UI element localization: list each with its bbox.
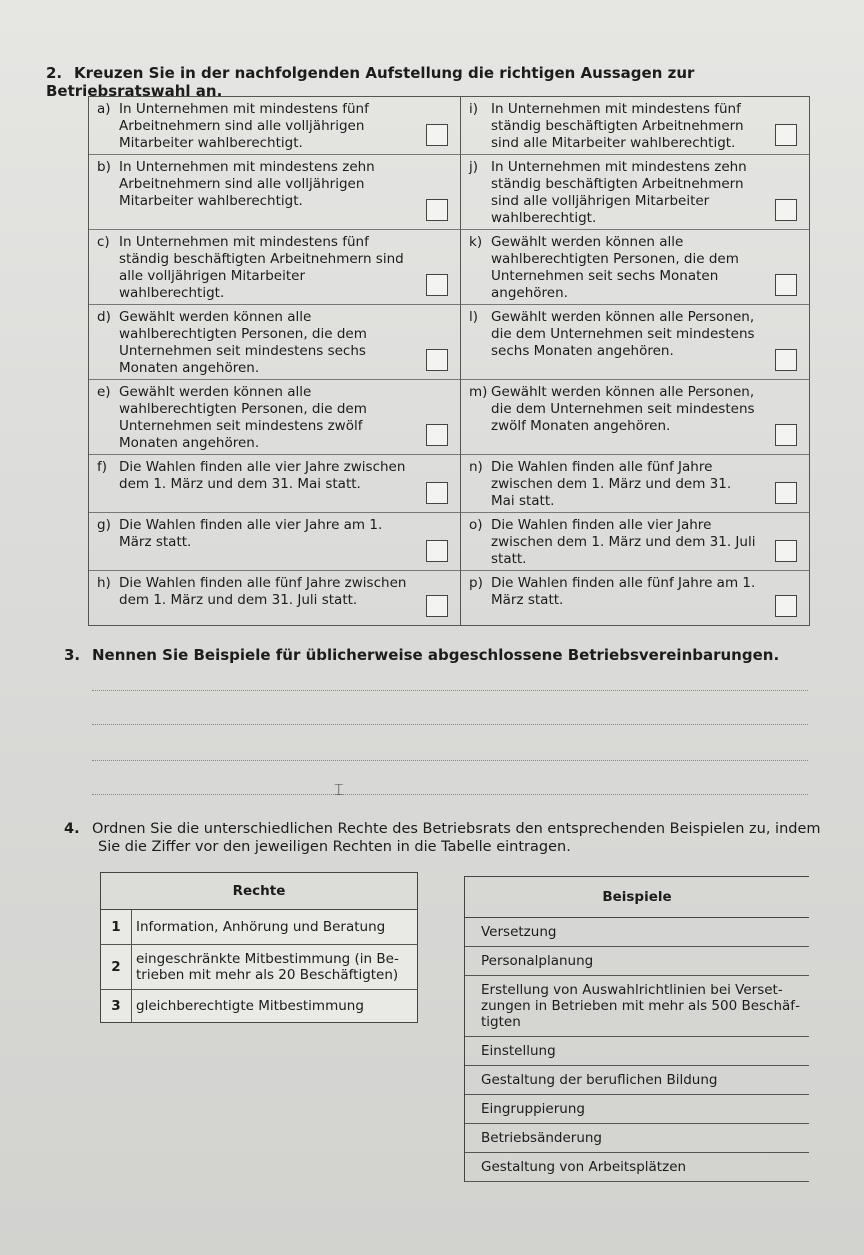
question-4-text: Ordnen Sie die unterschiedlichen Rechte des Betriebsrats den entsprechenden Beispielen zu, indem: [92, 821, 821, 837]
example-row[interactable]: [465, 976, 809, 1037]
example-text: Gestaltung von Arbeitsplätzen: [481, 1159, 687, 1175]
beispiele-header: Beispiele: [465, 876, 809, 918]
example-text: Eingruppierung: [481, 1101, 585, 1117]
right-number: 3: [101, 990, 132, 1023]
example-text: Personalplanung: [481, 953, 594, 969]
statement-h: [89, 571, 461, 625]
table-row: [101, 945, 418, 990]
statement-label: b): [97, 159, 111, 175]
statement-text: In Unternehmen mit mindestens zehn ständig beschäftigten Arbeitnehmern sind alle volljährigen Mitarbeiter wahlberechtigt.: [491, 159, 747, 226]
question-4-text-line2: Sie die Ziffer vor den jeweiligen Rechten in die Tabelle eintragen.: [98, 839, 571, 855]
statement-k: [461, 230, 809, 305]
statement-text: Die Wahlen finden alle vier Jahre am 1. März statt.: [119, 517, 383, 550]
statement-label: i): [469, 101, 479, 117]
answer-line-2[interactable]: [92, 724, 808, 725]
statement-d: [89, 305, 461, 380]
statement-i: [461, 97, 809, 155]
checkbox-i[interactable]: [775, 124, 797, 146]
checkbox-l[interactable]: [775, 349, 797, 371]
statement-text: In Unternehmen mit mindestens zehn Arbeitnehmern sind alle volljährigen Mitarbeiter wahlberechtigt.: [119, 159, 375, 209]
checkbox-d[interactable]: [426, 349, 448, 371]
statement-text: Gewählt werden können alle wahlberechtigten Personen, die dem Unternehmen seit mindestens zwölf Monaten angehören.: [119, 384, 367, 451]
statement-j: [461, 155, 809, 230]
statement-b: [89, 155, 461, 230]
text-cursor-icon: ⌶: [334, 780, 344, 799]
statement-label: p): [469, 575, 483, 591]
statement-label: h): [97, 575, 111, 591]
statement-n: [461, 455, 809, 513]
checkbox-k[interactable]: [775, 274, 797, 296]
example-row[interactable]: [465, 1124, 809, 1153]
statement-p: [461, 571, 809, 625]
example-row[interactable]: [465, 947, 809, 976]
statement-g: [89, 513, 461, 571]
table-row: [101, 990, 418, 1023]
example-row[interactable]: [465, 918, 809, 947]
right-number: 1: [101, 910, 132, 945]
example-text: Versetzung: [481, 924, 557, 940]
statement-text: Die Wahlen finden alle fünf Jahre zwischen dem 1. März und dem 31. Mai statt.: [491, 459, 732, 509]
beispiele-table: [464, 876, 809, 1182]
question-3-text: Nennen Sie Beispiele für üblicherweise abgeschlossene Betriebsvereinbarungen.: [92, 646, 780, 664]
statement-text: In Unternehmen mit mindestens fünf ständig beschäftigten Arbeitnehmern sind alle volljährigen Mitarbeiter wahlberechtigt.: [119, 234, 404, 301]
right-text: gleichberechtigte Mitbestimmung: [132, 990, 418, 1023]
statement-text: Gewählt werden können alle Personen, die dem Unternehmen seit mindestens zwölf Monaten angehören.: [491, 384, 755, 434]
statement-text: Die Wahlen finden alle fünf Jahre am 1. März statt.: [491, 575, 756, 608]
checkbox-p[interactable]: [775, 595, 797, 617]
example-row[interactable]: [465, 1066, 809, 1095]
statement-label: l): [469, 309, 479, 325]
checkbox-g[interactable]: [426, 540, 448, 562]
question-4-number: 4.: [64, 821, 80, 837]
question-3-number: 3.: [64, 646, 81, 664]
table-row: [101, 910, 418, 945]
statement-text: Die Wahlen finden alle fünf Jahre zwischen dem 1. März und dem 31. Juli statt.: [119, 575, 407, 608]
statement-m: [461, 380, 809, 455]
statement-text: Die Wahlen finden alle vier Jahre zwischen dem 1. März und dem 31. Juli statt.: [491, 517, 756, 567]
question-2-title: [46, 64, 836, 100]
answer-line-4[interactable]: [92, 794, 808, 795]
question-3-title: [64, 646, 824, 664]
example-text: Einstellung: [481, 1043, 556, 1059]
statement-label: k): [469, 234, 483, 250]
right-text: Information, Anhörung und Beratung: [132, 910, 418, 945]
checkbox-f[interactable]: [426, 482, 448, 504]
example-row[interactable]: [465, 1153, 809, 1182]
statement-label: f): [97, 459, 108, 475]
statement-label: m): [469, 384, 488, 400]
checkbox-j[interactable]: [775, 199, 797, 221]
statement-text: Gewählt werden können alle wahlberechtigten Personen, die dem Unternehmen seit sechs Monaten angehören.: [491, 234, 739, 301]
statement-l: [461, 305, 809, 380]
question-2-table: [88, 96, 810, 626]
statement-text: Gewählt werden können alle wahlberechtigten Personen, die dem Unternehmen seit mindestens sechs Monaten angehören.: [119, 309, 367, 376]
statement-a: [89, 97, 461, 155]
question-4-title: [64, 820, 844, 856]
checkbox-n[interactable]: [775, 482, 797, 504]
right-number: 2: [101, 945, 132, 990]
statement-label: g): [97, 517, 111, 533]
question-2-text: Kreuzen Sie in der nachfolgenden Aufstellung die richtigen Aussagen zur Betriebsratswahl an.: [46, 64, 695, 100]
checkbox-a[interactable]: [426, 124, 448, 146]
statement-label: j): [469, 159, 479, 175]
rechte-table: [100, 872, 418, 1023]
example-row[interactable]: [465, 1037, 809, 1066]
example-text: Betriebsänderung: [481, 1130, 603, 1146]
checkbox-m[interactable]: [775, 424, 797, 446]
statement-text: In Unternehmen mit mindestens fünf Arbeitnehmern sind alle volljährigen Mitarbeiter wahlberechtigt.: [119, 101, 369, 151]
checkbox-o[interactable]: [775, 540, 797, 562]
checkbox-b[interactable]: [426, 199, 448, 221]
statement-label: d): [97, 309, 111, 325]
checkbox-c[interactable]: [426, 274, 448, 296]
statement-text: Die Wahlen finden alle vier Jahre zwischen dem 1. März und dem 31. Mai statt.: [119, 459, 406, 492]
rechte-header: Rechte: [101, 873, 418, 910]
right-text: eingeschränkte Mitbestimmung (in Betrieben mit mehr als 20 Beschäftigten): [132, 945, 418, 990]
statement-f: [89, 455, 461, 513]
example-row[interactable]: [465, 1095, 809, 1124]
statement-label: c): [97, 234, 110, 250]
answer-line-1[interactable]: [92, 690, 808, 691]
statement-c: [89, 230, 461, 305]
statement-label: e): [97, 384, 111, 400]
example-text: Erstellung von Auswahlrichtlinien bei Versetzungen in Betrieben mit mehr als 500 Beschäftigten: [481, 982, 800, 1030]
statement-text: In Unternehmen mit mindestens fünf ständig beschäftigten Arbeitnehmern sind alle Mitarbeiter wahlberechtigt.: [491, 101, 744, 151]
statement-text: Gewählt werden können alle Personen, die dem Unternehmen seit mindestens sechs Monaten angehören.: [491, 309, 755, 359]
checkbox-h[interactable]: [426, 595, 448, 617]
statement-label: a): [97, 101, 111, 117]
example-text: Gestaltung der beruflichen Bildung: [481, 1072, 718, 1088]
statement-e: [89, 380, 461, 455]
statement-label: o): [469, 517, 483, 533]
statement-o: [461, 513, 809, 571]
checkbox-e[interactable]: [426, 424, 448, 446]
answer-line-3[interactable]: [92, 760, 808, 761]
question-2-number: 2.: [46, 64, 63, 82]
statement-label: n): [469, 459, 483, 475]
